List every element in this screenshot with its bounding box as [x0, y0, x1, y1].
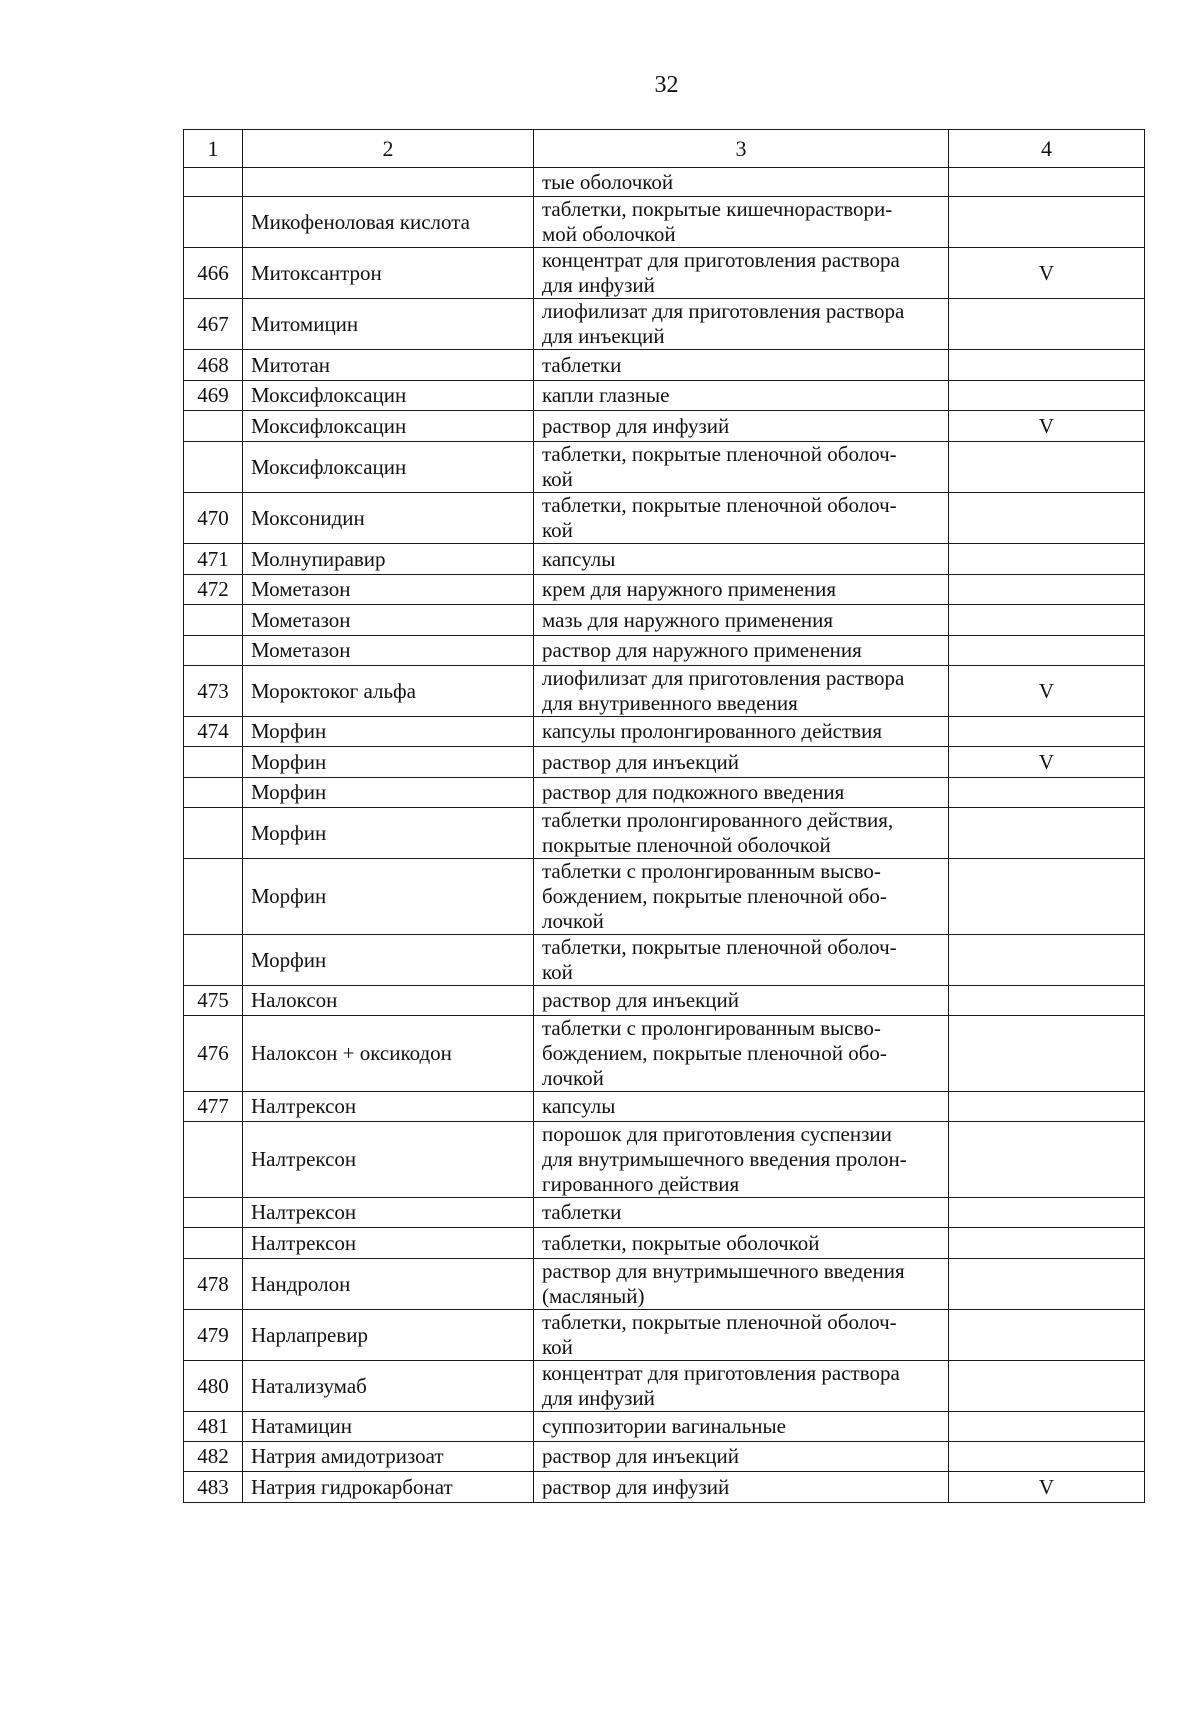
drug-name-cell: Натализумаб — [243, 1361, 534, 1412]
dosage-form-cell: капли глазные — [534, 381, 949, 411]
dosage-form-cell: раствор для подкожного введения — [534, 778, 949, 808]
dosage-form-cell: концентрат для приготовления раствора для инфузий — [534, 248, 949, 299]
dosage-form-cell: мазь для наружного применения — [534, 605, 949, 636]
table-row — [184, 778, 1145, 808]
mark-cell — [949, 168, 1145, 197]
mark-cell — [949, 381, 1145, 411]
row-number-cell — [184, 1228, 243, 1259]
dosage-form-cell: порошок для приготовления суспензии для внутримышечного введения пролон- гированного действия — [534, 1122, 949, 1198]
table-row — [184, 859, 1145, 935]
dosage-form-cell: таблетки с пролонгированным высво- бождением, покрытые пленочной обо- лочкой — [534, 1016, 949, 1092]
dosage-form-cell: капсулы — [534, 544, 949, 575]
dosage-form-cell: раствор для инъекций — [534, 986, 949, 1016]
table-row — [184, 411, 1145, 442]
drug-name-cell: Налтрексон — [243, 1092, 534, 1122]
drug-name-cell: Моксифлоксацин — [243, 411, 534, 442]
dosage-form-cell: таблетки, покрытые оболочкой — [534, 1228, 949, 1259]
row-number-cell: 470 — [184, 493, 243, 544]
table-row — [184, 544, 1145, 575]
table-row — [184, 986, 1145, 1016]
drug-name-cell: Налоксон + оксикодон — [243, 1016, 534, 1092]
drug-name-cell: Налоксон — [243, 986, 534, 1016]
mark-cell — [949, 1412, 1145, 1442]
mark-cell — [949, 1228, 1145, 1259]
table-row — [184, 1472, 1145, 1503]
table-row — [184, 747, 1145, 778]
drug-name-cell: Налтрексон — [243, 1228, 534, 1259]
drug-name-cell: Морфин — [243, 808, 534, 859]
mark-cell — [949, 636, 1145, 666]
dosage-form-cell: раствор для внутримышечного введения (масляный) — [534, 1259, 949, 1310]
dosage-form-cell: раствор для инъекций — [534, 747, 949, 778]
drug-name-cell: Моксифлоксацин — [243, 381, 534, 411]
mark-cell — [949, 1198, 1145, 1228]
mark-cell: V — [949, 666, 1145, 717]
table-row — [184, 350, 1145, 381]
drug-name-cell: Мометазон — [243, 636, 534, 666]
header-col-2: 2 — [243, 130, 534, 168]
mark-cell — [949, 1442, 1145, 1472]
table-row — [184, 1361, 1145, 1412]
drug-name-cell: Митомицин — [243, 299, 534, 350]
drug-name-cell: Митотан — [243, 350, 534, 381]
table-row — [184, 575, 1145, 605]
dosage-form-cell: капсулы пролонгированного действия — [534, 717, 949, 747]
drug-name-cell: Морфин — [243, 859, 534, 935]
dosage-form-cell: таблетки, покрытые пленочной оболоч- кой — [534, 1310, 949, 1361]
table-row — [184, 493, 1145, 544]
drug-name-cell: Морфин — [243, 717, 534, 747]
header-col-1: 1 — [184, 130, 243, 168]
row-number-cell: 482 — [184, 1442, 243, 1472]
row-number-cell — [184, 411, 243, 442]
row-number-cell — [184, 168, 243, 197]
table-body — [184, 130, 1145, 1503]
mark-cell — [949, 1092, 1145, 1122]
row-number-cell — [184, 935, 243, 986]
row-number-cell: 477 — [184, 1092, 243, 1122]
table-row — [184, 1412, 1145, 1442]
drug-name-cell: Моксонидин — [243, 493, 534, 544]
mark-cell — [949, 1361, 1145, 1412]
dosage-form-cell: раствор для инфузий — [534, 1472, 949, 1503]
row-number-cell: 475 — [184, 986, 243, 1016]
dosage-form-cell: раствор для инъекций — [534, 1442, 949, 1472]
drug-name-cell: Морфин — [243, 747, 534, 778]
drug-name-cell: Мороктоког альфа — [243, 666, 534, 717]
table-row — [184, 1016, 1145, 1092]
drug-name-cell: Митоксантрон — [243, 248, 534, 299]
row-number-cell — [184, 747, 243, 778]
header-row — [184, 130, 1145, 168]
dosage-form-cell: таблетки, покрытые кишечнораствори- мой оболочкой — [534, 197, 949, 248]
row-number-cell — [184, 605, 243, 636]
row-number-cell — [184, 1122, 243, 1198]
table-row — [184, 168, 1145, 197]
dosage-form-cell: таблетки — [534, 1198, 949, 1228]
table-row — [184, 808, 1145, 859]
table-row — [184, 248, 1145, 299]
dosage-form-cell: раствор для инфузий — [534, 411, 949, 442]
table-row — [184, 1442, 1145, 1472]
row-number-cell — [184, 859, 243, 935]
dosage-form-cell: таблетки, покрытые пленочной оболоч- кой — [534, 442, 949, 493]
mark-cell — [949, 1310, 1145, 1361]
table-row — [184, 1122, 1145, 1198]
dosage-form-cell: таблетки, покрытые пленочной оболоч- кой — [534, 935, 949, 986]
header-col-4: 4 — [949, 130, 1145, 168]
drug-name-cell: Налтрексон — [243, 1198, 534, 1228]
row-number-cell: 473 — [184, 666, 243, 717]
row-number-cell: 476 — [184, 1016, 243, 1092]
row-number-cell — [184, 778, 243, 808]
drug-name-cell: Нандролон — [243, 1259, 534, 1310]
row-number-cell: 479 — [184, 1310, 243, 1361]
row-number-cell: 467 — [184, 299, 243, 350]
dosage-form-cell: таблетки с пролонгированным высво- бождением, покрытые пленочной обо- лочкой — [534, 859, 949, 935]
table-row — [184, 381, 1145, 411]
dosage-form-cell: капсулы — [534, 1092, 949, 1122]
mark-cell — [949, 717, 1145, 747]
page-number: 32 — [654, 72, 679, 98]
row-number-cell: 474 — [184, 717, 243, 747]
dosage-form-cell: лиофилизат для приготовления раствора для инъекций — [534, 299, 949, 350]
mark-cell — [949, 299, 1145, 350]
drug-name-cell: Микофеноловая кислота — [243, 197, 534, 248]
drug-name-cell: Морфин — [243, 935, 534, 986]
row-number-cell — [184, 1198, 243, 1228]
drug-name-cell: Натамицин — [243, 1412, 534, 1442]
drug-table — [183, 129, 1145, 1503]
dosage-form-cell: раствор для наружного применения — [534, 636, 949, 666]
dosage-form-cell: концентрат для приготовления раствора для инфузий — [534, 1361, 949, 1412]
drug-name-cell: Натрия амидотризоат — [243, 1442, 534, 1472]
row-number-cell: 478 — [184, 1259, 243, 1310]
row-number-cell — [184, 636, 243, 666]
table-row — [184, 717, 1145, 747]
mark-cell — [949, 544, 1145, 575]
table-row — [184, 299, 1145, 350]
table-row — [184, 1092, 1145, 1122]
mark-cell — [949, 1259, 1145, 1310]
row-number-cell: 472 — [184, 575, 243, 605]
row-number-cell — [184, 442, 243, 493]
mark-cell — [949, 1122, 1145, 1198]
mark-cell — [949, 575, 1145, 605]
drug-name-cell: Налтрексон — [243, 1122, 534, 1198]
table-row — [184, 197, 1145, 248]
header-col-3: 3 — [534, 130, 949, 168]
mark-cell — [949, 442, 1145, 493]
dosage-form-cell: лиофилизат для приготовления раствора для внутривенного введения — [534, 666, 949, 717]
drug-name-cell: Натрия гидрокарбонат — [243, 1472, 534, 1503]
mark-cell — [949, 778, 1145, 808]
drug-name-cell: Морфин — [243, 778, 534, 808]
row-number-cell: 468 — [184, 350, 243, 381]
table-row — [184, 1228, 1145, 1259]
table-row — [184, 605, 1145, 636]
row-number-cell: 466 — [184, 248, 243, 299]
table-row — [184, 1198, 1145, 1228]
row-number-cell: 481 — [184, 1412, 243, 1442]
dosage-form-cell: крем для наружного применения — [534, 575, 949, 605]
mark-cell — [949, 493, 1145, 544]
dosage-form-cell: суппозитории вагинальные — [534, 1412, 949, 1442]
table-row — [184, 1259, 1145, 1310]
drug-name-cell — [243, 168, 534, 197]
table-row — [184, 636, 1145, 666]
mark-cell — [949, 350, 1145, 381]
mark-cell — [949, 1016, 1145, 1092]
dosage-form-cell: таблетки, покрытые пленочной оболоч- кой — [534, 493, 949, 544]
mark-cell: V — [949, 1472, 1145, 1503]
mark-cell: V — [949, 411, 1145, 442]
table-row — [184, 935, 1145, 986]
drug-name-cell: Мометазон — [243, 575, 534, 605]
dosage-form-cell: таблетки пролонгированного действия, покрытые пленочной оболочкой — [534, 808, 949, 859]
mark-cell — [949, 605, 1145, 636]
row-number-cell: 483 — [184, 1472, 243, 1503]
row-number-cell — [184, 197, 243, 248]
table-row — [184, 442, 1145, 493]
mark-cell: V — [949, 248, 1145, 299]
drug-name-cell: Мометазон — [243, 605, 534, 636]
mark-cell — [949, 808, 1145, 859]
mark-cell — [949, 859, 1145, 935]
row-number-cell: 469 — [184, 381, 243, 411]
table-row — [184, 1310, 1145, 1361]
drug-name-cell: Нарлапревир — [243, 1310, 534, 1361]
drug-name-cell: Молнупиравир — [243, 544, 534, 575]
drug-name-cell: Моксифлоксацин — [243, 442, 534, 493]
row-number-cell: 480 — [184, 1361, 243, 1412]
mark-cell — [949, 197, 1145, 248]
mark-cell — [949, 935, 1145, 986]
dosage-form-cell: таблетки — [534, 350, 949, 381]
table-row — [184, 666, 1145, 717]
dosage-form-cell: тые оболочкой — [534, 168, 949, 197]
mark-cell: V — [949, 747, 1145, 778]
row-number-cell — [184, 808, 243, 859]
mark-cell — [949, 986, 1145, 1016]
row-number-cell: 471 — [184, 544, 243, 575]
